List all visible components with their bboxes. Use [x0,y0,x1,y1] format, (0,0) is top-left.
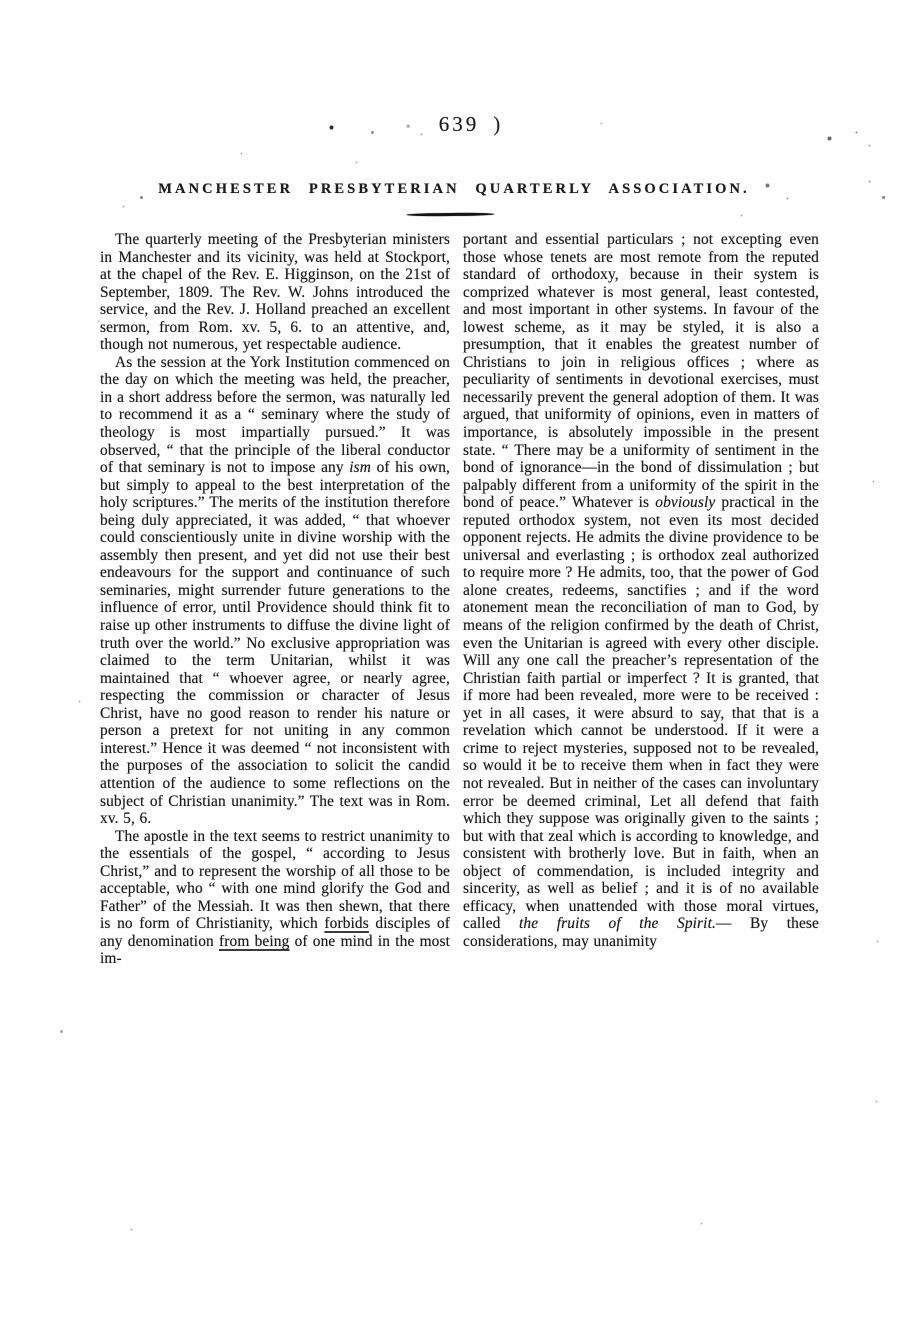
paragraph [100,828,450,968]
body-text: portant and essential particulars ; not excepting even those whose tenets are most remote from the reputed standard of orthodoxy, because in their system is comprized whatever is most general, least contested, and most important in other systems. In favour of the lowest scheme, as it may be styled, it is also a presumption, that it enables the greatest number of Christians to join in religious offices ; where as peculiarity of sentiments in devotional exercises, must necessarily prevent the general adoption of them. It was argued, that uniformity of opinions, even in matters of importance, is absolutely impossible in the present state. “ There may be a uniformity of sentiment in the bond of ignorance—in the bond of dissimulation ; but palpably different from a uniformity of the spirit in the bond of peace.” Whatever is [463,231,819,512]
article-title: MANCHESTER PRESBYTERIAN QUARTERLY ASSOCIATION. [158,181,750,197]
italic-text: ism [349,459,371,477]
article-body [100,231,819,968]
body-text: The apostle in the text seems to restrict unanimity to the essentials of the gospel, “ according to Jesus Christ,” and to represent the worship of all those to be acceptable, who “ with one mind glorify the God and Father” of the Messiah. It was then shewn, that there is no form of Christianity, which [100,827,450,933]
ink-blot: • [405,120,413,135]
smudged-text: from being [219,932,290,950]
title-divider [406,213,494,217]
body-text: disciples of any denomination [100,915,451,950]
body-text: The quarterly meeting of the Presbyterian ministers in Manchester and its vicinity, was held at Stockport, at the chapel of the Rev. E. Higginson, on the 21st of September, 1809. The Rev. W. Johns introduced the service, and the Rev. J. Holland preached an excellent sermon, from Rom. xv. 5, 6. to an attentive, and, though not numerous, yet respectable audience. [100,231,450,354]
page-number: 639 [438,112,480,136]
page-number-bracket: ) [493,112,503,136]
italic-text: the fruits of the Spirit. [519,915,716,933]
column-right [463,231,819,968]
paragraph [463,231,819,950]
smudged-text: forbids [324,915,369,933]
body-text: of his own, but simply to appeal to the best interpretation of the holy scriptures.” The merits of the institution therefore being duly appreciated, it was added, “ that whoever could conscientiously unite in divine worship with the assembly then present, and yet did not use their best endeavours for the support and continuance of such seminaries, might surrender future generations to the influence of error, until Providence should think fit to raise up other instruments to diffuse the divine light of truth over the world.” No exclusive appropriation was claimed to the term Unitarian, whilst it was maintained that “ whoever agree, or nearly agree, respecting the commission or character of Jesus Christ, have no good reason to render his nature or person a pretext for not uniting in any common interest.” Hence it was deemed “ not inconsistent with the purposes of the association to solicit the candid attention of the audience to some reflections on the subject of Christian unanimity.” The text was in Rom. xv. 5, 6. [100,459,450,828]
column-left [100,231,450,968]
paragraph [100,231,450,354]
body-text: — By these considerations, may unanimity [463,915,819,950]
body-text: of one mind in the most im- [100,932,450,968]
italic-text: obviously [655,494,716,512]
paragraph [100,354,450,828]
body-text: As the session at the York Institution commenced on the day on which the meeting was held, the preacher, in a short address before the sermon, was naturally led to recommend it as a “ seminary where the study of theology is most impartially pursued.” It was observed, “ that the principle of the liberal conductor of that seminary is not to impose any [100,353,450,477]
page-header [0,112,908,137]
body-text: practical in the reputed orthodox system, not even its most decided opponent rejects. He admits the divine providence to be universal and everlasting ; is orthodox zeal authorized to require more ? He admits, too, that the power of God alone creates, redeems, sanctifies ; and if the word atonement mean the reconciliation of man to God, by means of the religion confirmed by the death of Christ, even the Unitarian is agreed with every other disciple. Will any one call the preacher’s representation of the Christian faith partial or imperfect ? It is granted, that if more had been revealed, more were to be received : yet in all cases, it were absurd to say, that that is a revelation which cannot be understood. If it were a crime to reject mysteries, supposed not to be revealed, so would it be to receive them when in fact they were not revealed. But in neither of the cases can involuntary error be deemed criminal, Let all defend that faith which they suppose was originally given to the saints ; but with that zeal which is according to knowledge, and consistent with brotherly love. But in faith, when an object of commendation, is included integrity and sincerity, as well as belief ; and it is of no available efficacy, when unattended with those moral virtues, called [463,494,819,933]
